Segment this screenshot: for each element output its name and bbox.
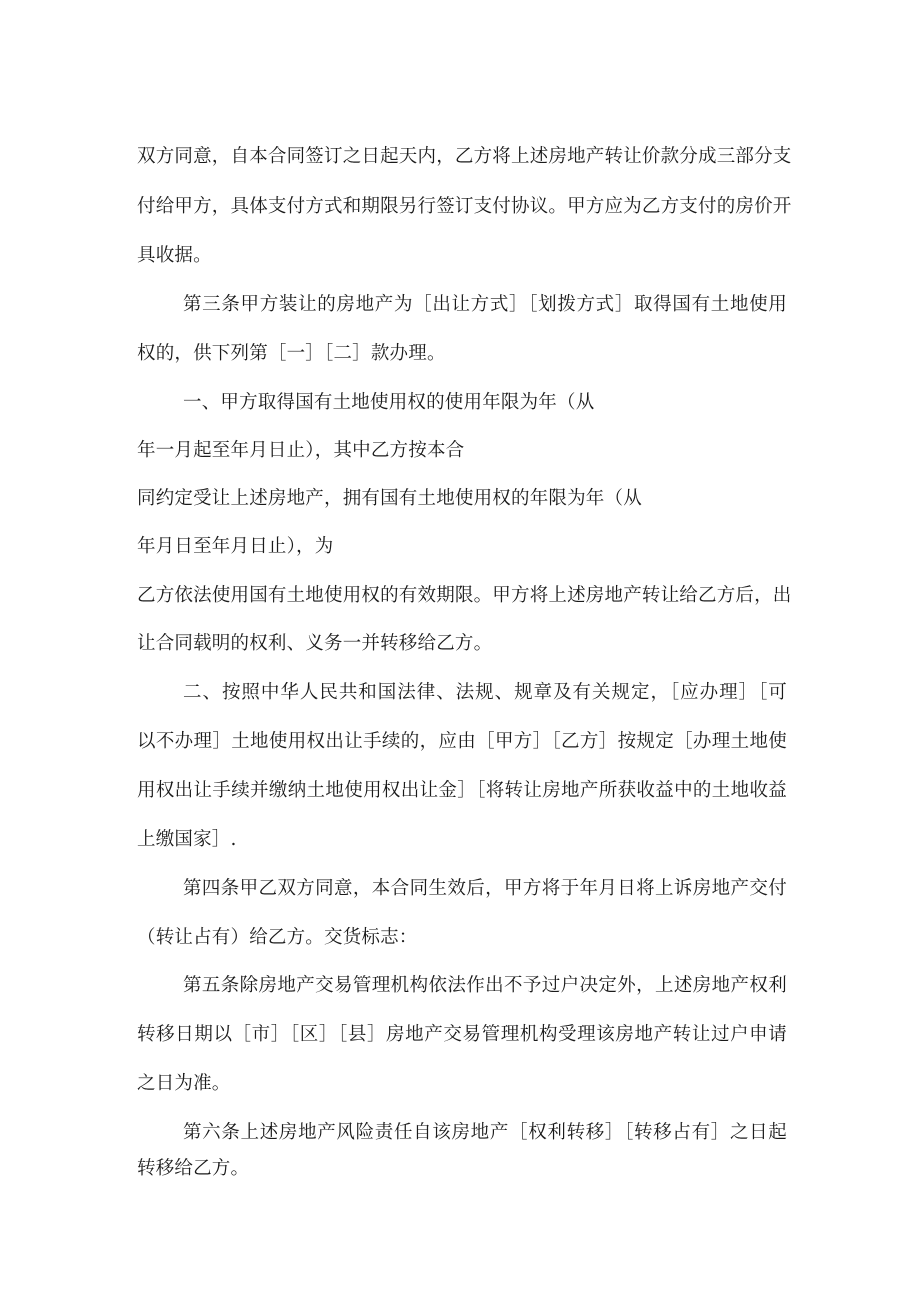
text-line: 年月日至年月日止），为 — [137, 536, 334, 557]
text-line: 第三条甲方装让的房地产为［出让方式］［划拨方式］取得国有土地使用 — [183, 294, 787, 315]
text-line: 之日为准。 — [137, 1073, 231, 1094]
text-line: 上缴国家］. — [137, 829, 237, 850]
text-line: 以不办理］土地使用权出让手续的，应由［甲方］［乙方］按规定［办理土地使 — [137, 731, 787, 752]
text-line: 双方同意，自本合同签订之日起天内，乙方将上述房地产转让价款分成三部分支 — [137, 146, 792, 167]
text-line: 具收据。 — [137, 245, 212, 266]
text-line: 一、甲方取得国有土地使用权的使用年限为年（从 — [183, 392, 595, 413]
text-line: 权的，供下列第［一］［二］款办理。 — [137, 343, 446, 364]
text-line: 付给甲方，具体支付方式和期限另行签订支付协议。甲方应为乙方支付的房价开 — [137, 196, 792, 217]
text-line: 转移给乙方。 — [137, 1158, 250, 1179]
text-line: 同约定受让上述房地产，拥有国有土地使用权的年限为年（从 — [137, 488, 642, 509]
text-line: 转移日期以［市］［区］［县］房地产交易管理机构受理该房地产转让过户申请 — [137, 1024, 787, 1045]
text-line: 乙方依法使用国有土地使用权的有效期限。甲方将上述房地产转让给乙方后，出 — [137, 585, 792, 606]
text-line: 第六条上述房地产风险责任自该房地产［权利转移］［转移占有］之日起 — [183, 1122, 787, 1143]
text-line: 用权出让手续并缴纳土地使用权出让金］［将转让房地产所获收益中的土地收益 — [137, 780, 787, 801]
text-line: 第五条除房地产交易管理机构依法作出不予过户决定外，上述房地产权利 — [183, 975, 787, 996]
text-line: （转让占有）给乙方。交货标志： — [137, 927, 418, 948]
text-line: 年一月起至年月日止），其中乙方按本合 — [137, 440, 465, 461]
text-line: 让合同载明的权利、义务一并转移给乙方。 — [137, 633, 493, 654]
text-line: 二、按照中华人民共和国法律、法规、规章及有关规定，［应办理］［可 — [183, 682, 787, 703]
text-line: 第四条甲乙双方同意，本合同生效后，甲方将于年月日将上诉房地产交付 — [183, 878, 787, 899]
